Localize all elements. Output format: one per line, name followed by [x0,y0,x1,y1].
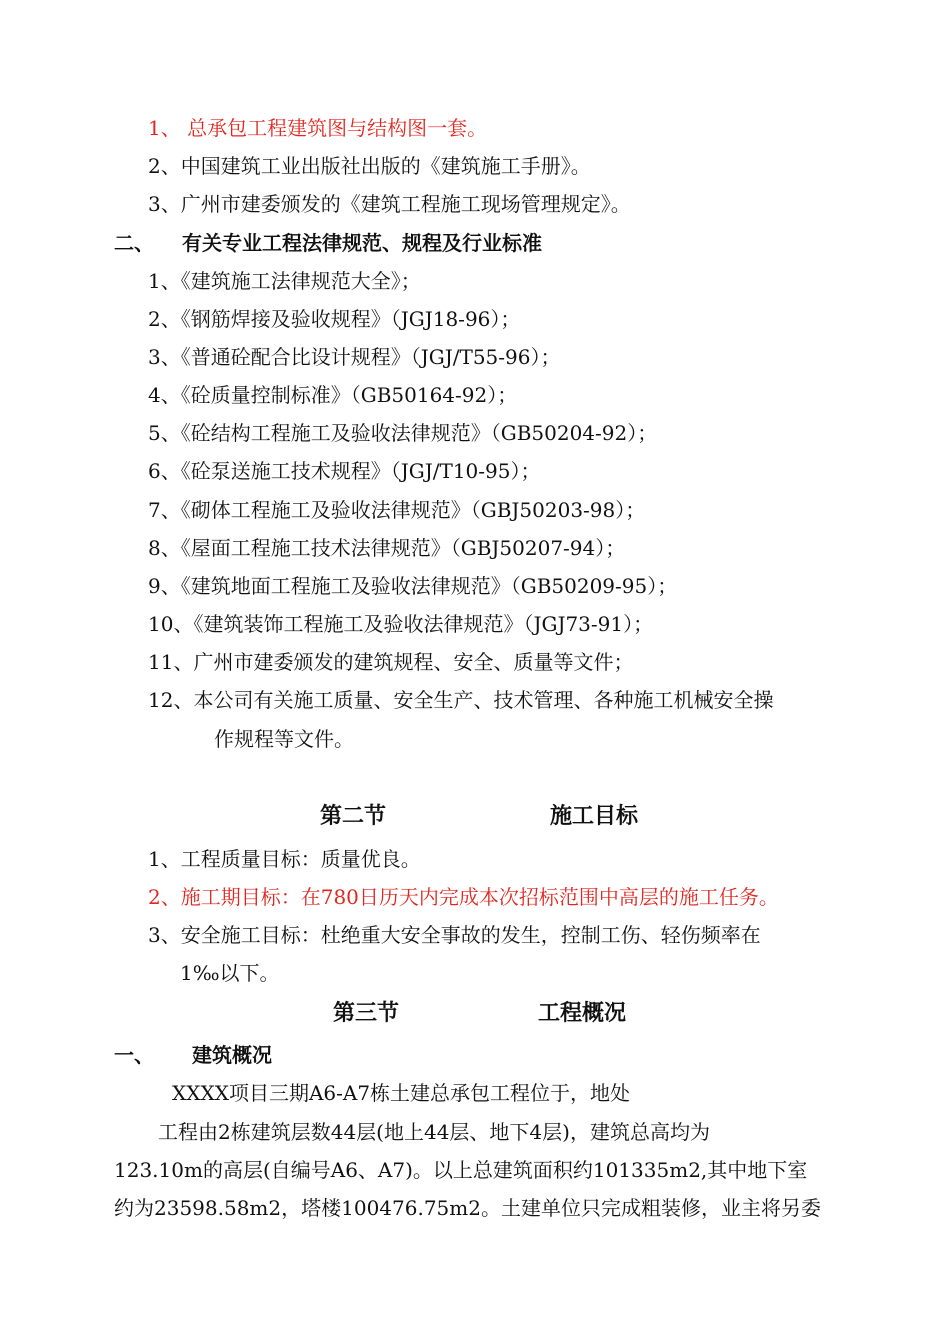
section-number: 第二节 [320,803,387,829]
list-item: 12、本公司有关施工质量、安全生产、技术管理、各种施工机械安全操 [148,688,774,712]
goal-item-3: 3、安全施工目标：杜绝重大安全事故的发生，控制工伤、轻伤频率在 [148,923,761,947]
paragraph-line: XXXX项目三期A6-A7栋土建总承包工程位于，地处 [172,1081,631,1105]
section-heading-text: 有关专业工程法律规范、规程及行业标准 [182,231,542,255]
list-item-continuation: 作规程等文件。 [214,727,354,751]
section-heading-number: 二、 [114,231,154,255]
list-item: 5、《砼结构工程施工及验收法律规范》（GB50204-92）； [148,421,658,445]
goal-item-2: 2、施工期目标：在780日历天内完成本次招标范围中高层的施工任务。 [148,885,779,909]
subsection-title: 建筑概况 [192,1043,272,1067]
goal-item-3-continuation: 1‰以下。 [180,961,280,985]
list-item: 10、《建筑装饰工程施工及验收法律规范》（JGJ73-91）； [148,612,654,636]
list-item: 1、《建筑施工法律规范大全》； [148,269,421,293]
list-item: 2、《钢筋焊接及验收规程》（JGJ18-96）； [148,307,521,331]
list-item: 7、《砌体工程施工及验收法律规范》（GBJ50203-98）； [148,498,646,522]
paragraph-line: 工程由2栋建筑层数44层(地上44层、地下4层)，建筑总高均为 [158,1120,710,1144]
list-item-2: 2、中国建筑工业出版社出版的《建筑施工手册》。 [148,154,591,178]
list-item: 11、广州市建委颁发的建筑规程、安全、质量等文件； [148,650,634,674]
paragraph-line: 约为23598.58m2，塔楼100476.75m2。土建单位只完成粗装修，业主将另委 [114,1196,821,1220]
section-title: 施工目标 [550,803,639,829]
section-number: 第三节 [333,1000,400,1026]
list-item: 9、《建筑地面工程施工及验收法律规范》（GB50209-95）； [148,574,678,598]
list-item: 4、《砼质量控制标准》（GB50164-92）； [148,383,518,407]
section-title: 工程概况 [538,1000,627,1026]
list-item-1: 1、 总承包工程建筑图与结构图一套。 [148,116,488,140]
list-item: 6、《砼泵送施工技术规程》（JGJ/T10-95）； [148,459,541,483]
goal-item-1: 1、工程质量目标：质量优良。 [148,847,421,871]
subsection-number: 一、 [114,1043,154,1067]
list-item: 3、《普通砼配合比设计规程》（JGJ/T55-96）； [148,345,561,369]
list-item-3: 3、广州市建委颁发的《建筑工程施工现场管理规定》。 [148,192,631,216]
paragraph-line: 123.10m的高层(自编号A6、A7)。以上总建筑面积约101335m2,其中地下室 [114,1158,808,1182]
list-item: 8、《屋面工程施工技术法律规范》（GBJ50207-94）； [148,536,626,560]
